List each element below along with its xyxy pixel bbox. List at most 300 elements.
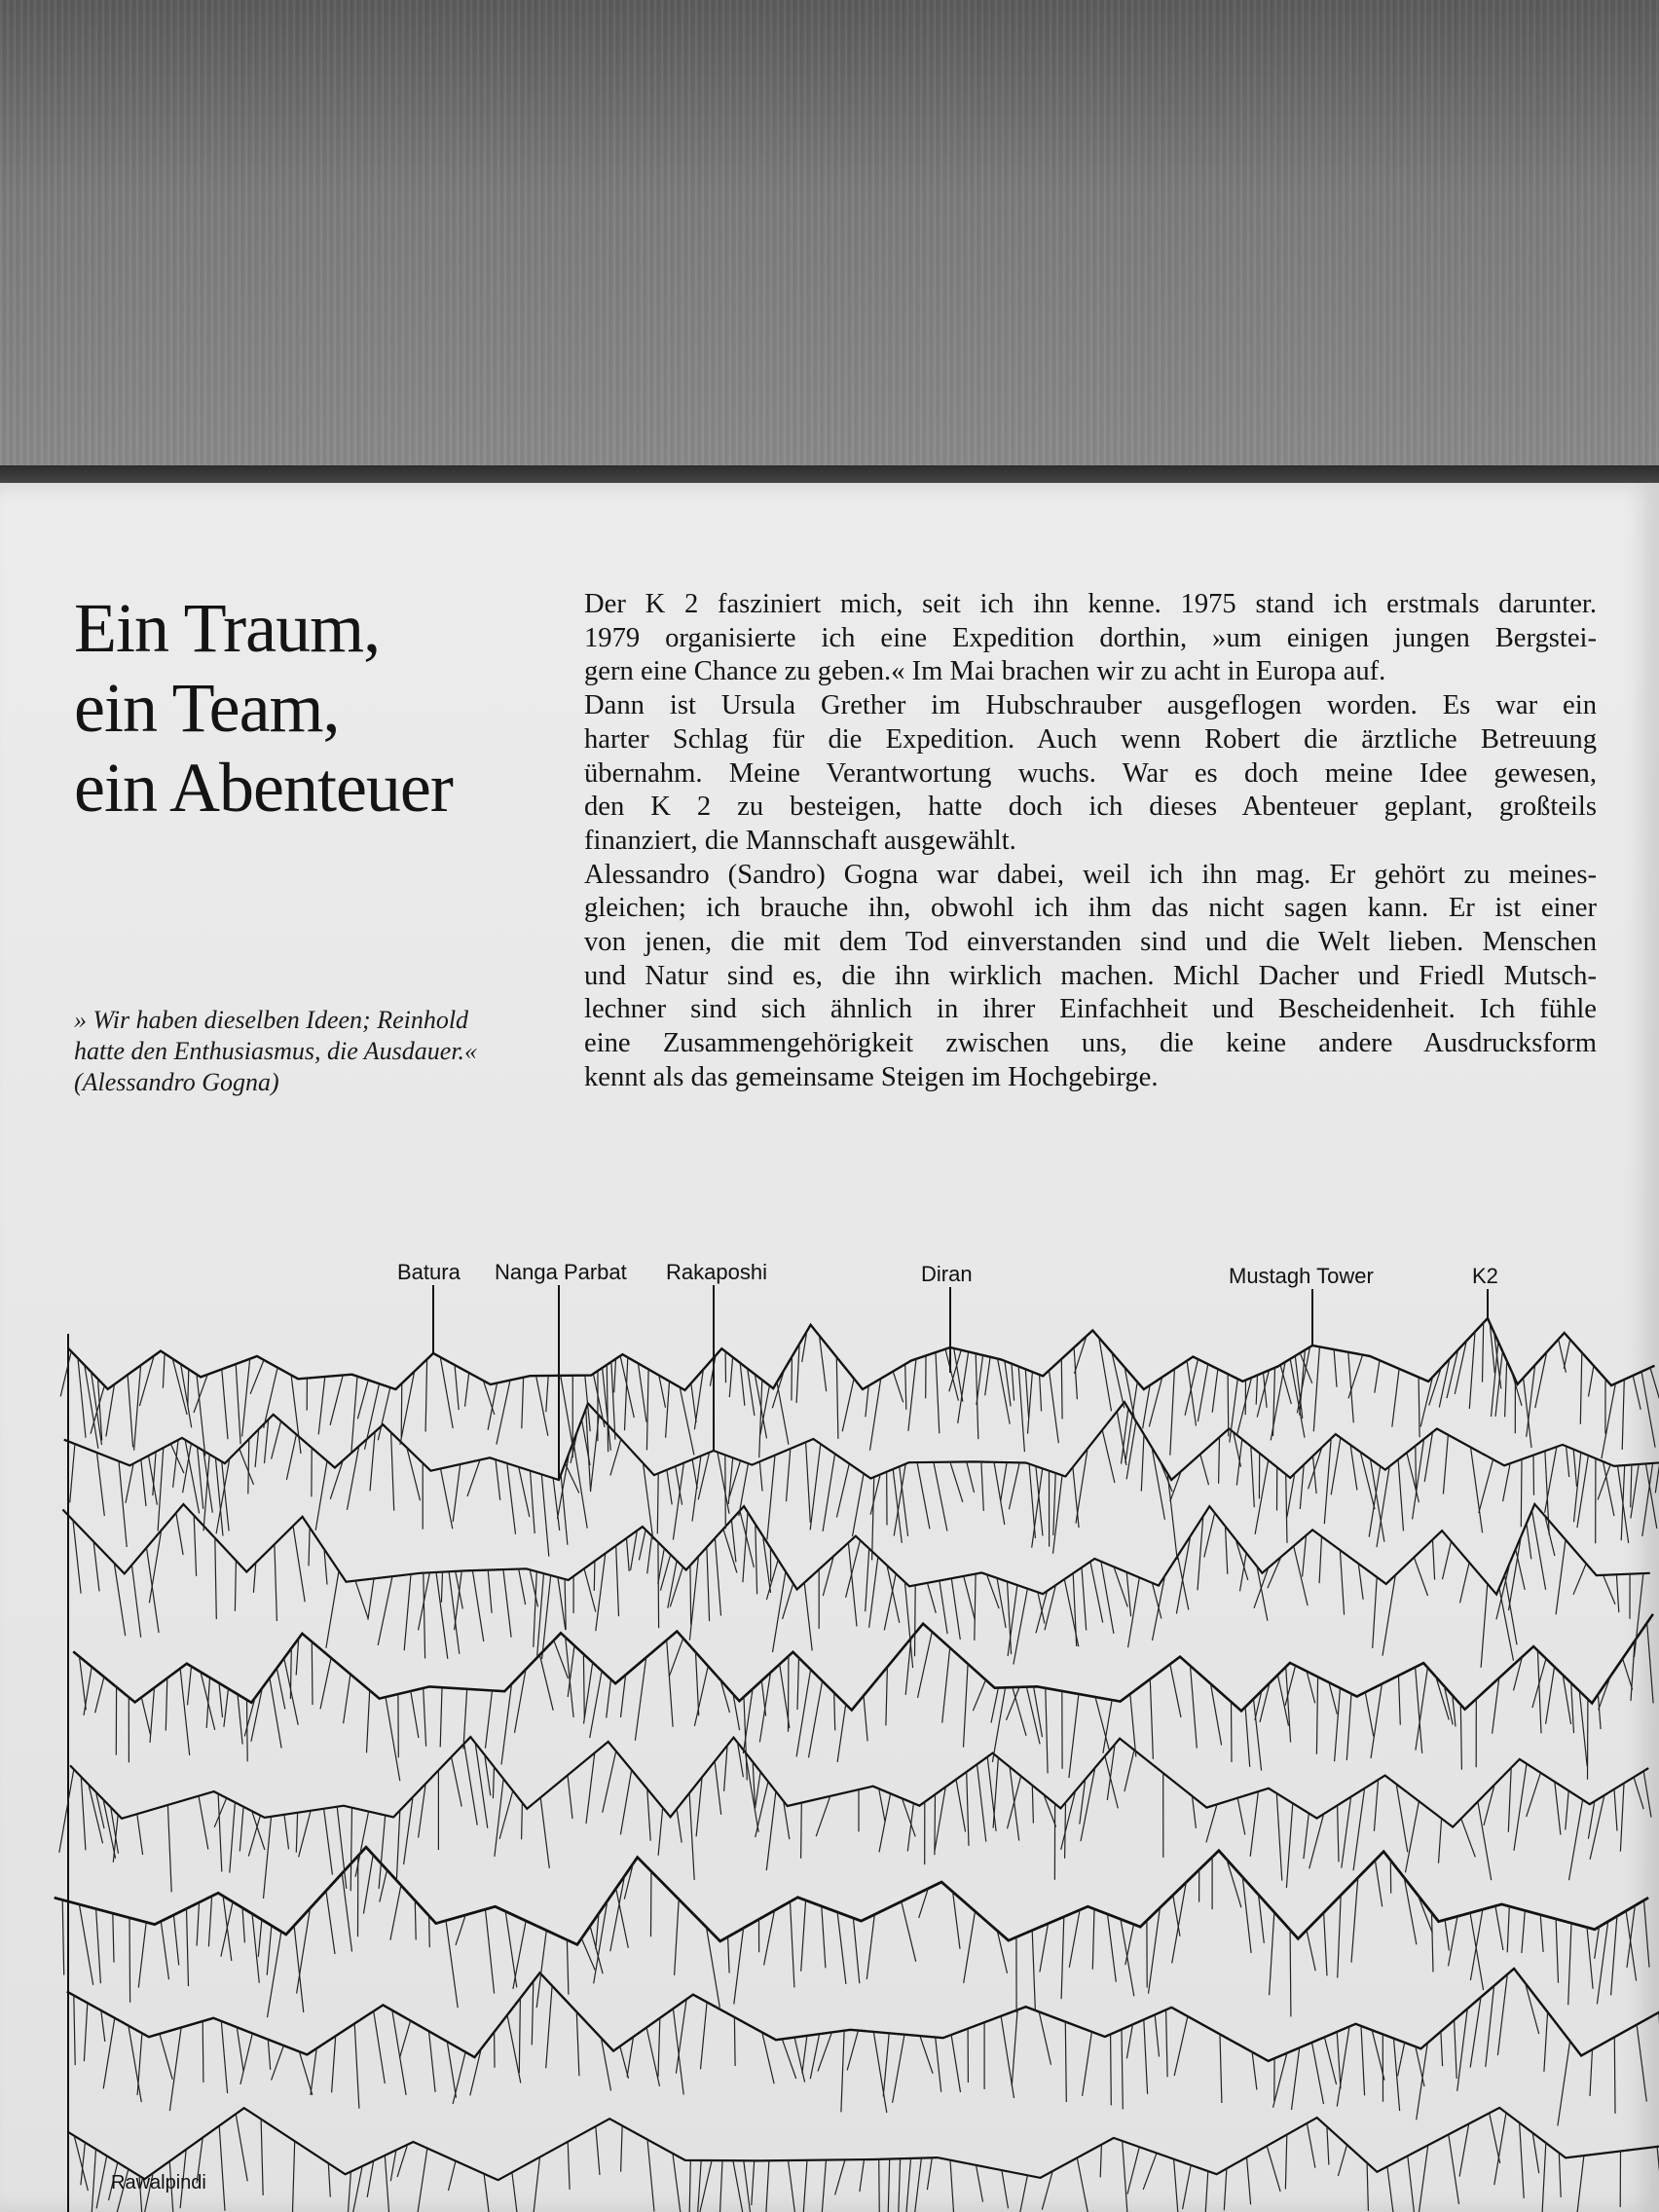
hatch-stroke xyxy=(977,2165,983,2202)
hatch-stroke xyxy=(659,1376,666,1408)
hatch-stroke xyxy=(1521,1459,1522,1527)
hatch-stroke xyxy=(1399,1676,1401,1725)
hatch-stroke xyxy=(318,1377,325,1434)
hatch-stroke xyxy=(1065,2022,1066,2102)
hatch-stroke xyxy=(512,2172,520,2212)
hatch-stroke xyxy=(1126,2024,1132,2058)
hatch-stroke xyxy=(740,1363,745,1406)
hatch-stroke xyxy=(347,2172,350,2212)
hatch-stroke xyxy=(1039,2011,1051,2064)
hatch-stroke xyxy=(1090,1562,1103,1623)
hatch-stroke xyxy=(74,1996,75,2066)
hatch-stroke xyxy=(883,2033,889,2096)
hatch-stroke xyxy=(1338,2145,1346,2176)
quote-line-1: » Wir haben dieselben Ideen; Reinhold xyxy=(74,1006,469,1034)
hatch-stroke xyxy=(1017,2175,1028,2212)
hatch-stroke xyxy=(666,1382,670,1438)
hatch-stroke xyxy=(424,1573,425,1659)
hatch-stroke xyxy=(391,1432,394,1510)
hatch-stroke xyxy=(1219,1437,1220,1484)
hatch-stroke xyxy=(219,2125,225,2210)
hatch-stroke xyxy=(1126,1421,1136,1479)
hatch-stroke xyxy=(1300,1465,1304,1509)
hatch-stroke xyxy=(842,1379,854,1431)
ridge-line xyxy=(67,1969,1659,2061)
hatch-stroke xyxy=(1237,1378,1252,1435)
hatch-stroke xyxy=(1416,1668,1428,1751)
hatch-stroke xyxy=(1460,1563,1470,1604)
hatch-stroke xyxy=(446,1921,458,2009)
hatch-stroke xyxy=(1637,2025,1646,2102)
hatch-stroke xyxy=(206,1677,209,1728)
hatch-stroke xyxy=(222,1369,228,1439)
hatch-stroke xyxy=(96,2156,107,2208)
hatch-stroke xyxy=(1382,1575,1395,1656)
hatch-stroke xyxy=(767,1456,775,1540)
hatch-stroke xyxy=(293,2141,295,2212)
hatch-stroke xyxy=(964,1664,969,1748)
hatch-stroke xyxy=(902,1901,916,1962)
hatch-stroke xyxy=(1567,1446,1569,1477)
hatch-stroke xyxy=(1367,2163,1368,2211)
hatch-stroke xyxy=(701,2003,708,2070)
hatch-stroke xyxy=(131,1565,140,1637)
hatch-stroke xyxy=(1542,2143,1546,2212)
hatch-stroke xyxy=(417,2149,427,2212)
heading-line-2: ein Team, xyxy=(74,669,340,747)
hatch-stroke xyxy=(311,2048,316,2095)
hatch-stroke xyxy=(1174,2016,1188,2076)
hatch-stroke xyxy=(221,2021,227,2093)
hatch-stroke xyxy=(1424,1432,1432,1482)
hatch-stroke xyxy=(1280,1365,1291,1404)
hatch-stroke xyxy=(374,2011,386,2083)
hatch-stroke xyxy=(534,1571,537,1647)
hatch-stroke xyxy=(265,1419,269,1463)
hatch-stroke xyxy=(169,2028,181,2112)
hatch-stroke xyxy=(729,1357,732,1397)
hatch-stroke xyxy=(1127,2147,1139,2194)
hatch-stroke xyxy=(967,1772,969,1846)
hatch-stroke xyxy=(748,1369,755,1416)
hatch-stroke xyxy=(113,1815,118,1862)
hatch-stroke xyxy=(176,1513,183,1555)
hatch-stroke xyxy=(163,1353,165,1387)
hatch-stroke xyxy=(404,1574,411,1650)
hatch-stroke xyxy=(1353,1788,1365,1870)
hatch-stroke xyxy=(272,2046,284,2081)
hatch-stroke xyxy=(964,1911,976,1983)
hatch-stroke xyxy=(1373,1577,1378,1648)
hatch-stroke xyxy=(385,2156,389,2212)
hatch-stroke xyxy=(657,1473,658,1533)
hatch-stroke xyxy=(625,1357,628,1430)
hatch-stroke xyxy=(1598,1464,1610,1499)
hatch-stroke xyxy=(733,2160,745,2212)
hatch-stroke xyxy=(940,1581,947,1635)
hatch-stroke xyxy=(1407,1453,1419,1502)
hatch-stroke xyxy=(188,1369,189,1406)
hatch-stroke xyxy=(1257,1370,1269,1417)
hatch-stroke xyxy=(268,2040,270,2070)
hatch-stroke xyxy=(357,1380,368,1419)
hatch-stroke xyxy=(1212,1369,1218,1413)
hatch-stroke xyxy=(994,1462,1005,1525)
hatch-stroke xyxy=(1255,1460,1269,1534)
mountain-panorama-illustration xyxy=(0,1236,1659,2212)
hatch-stroke xyxy=(95,1677,104,1713)
hatch-stroke xyxy=(1559,1340,1567,1373)
hatch-stroke xyxy=(309,1528,310,1566)
hatch-stroke xyxy=(424,1688,426,1747)
hatch-stroke xyxy=(853,1918,859,1983)
hatch-stroke xyxy=(898,2158,901,2212)
hatch-stroke xyxy=(866,1914,874,1979)
hatch-stroke xyxy=(1124,1367,1135,1422)
hatch-stroke xyxy=(561,1474,568,1544)
hatch-stroke xyxy=(1631,1641,1635,1701)
hatch-stroke xyxy=(610,1439,621,1475)
hatch-stroke xyxy=(1276,1793,1282,1881)
hatch-stroke xyxy=(791,1901,794,1987)
hatch-stroke xyxy=(766,1791,776,1870)
hatch-stroke xyxy=(1237,1798,1245,1835)
label-rakaposhi: Rakaposhi xyxy=(666,1260,767,1284)
hatch-stroke xyxy=(315,1461,327,1530)
hatch-stroke xyxy=(690,1566,691,1625)
hatch-stroke xyxy=(449,2161,457,2191)
hatch-stroke xyxy=(1478,1802,1492,1881)
hatch-stroke xyxy=(1418,1896,1432,1934)
hatch-stroke xyxy=(1324,1439,1331,1525)
hatch-stroke xyxy=(836,1463,849,1517)
hatch-stroke xyxy=(392,2010,406,2095)
hatch-stroke xyxy=(782,2039,795,2079)
hatch-stroke xyxy=(870,1379,881,1451)
hatch-stroke xyxy=(493,1767,494,1798)
hatch-stroke xyxy=(238,1694,242,1744)
hatch-stroke xyxy=(429,2031,436,2092)
hatch-stroke xyxy=(464,1744,478,1825)
hatch-stroke xyxy=(1445,1920,1449,1951)
hatch-stroke xyxy=(97,1453,105,1516)
hatch-stroke xyxy=(496,1459,500,1500)
hatch-stroke xyxy=(997,1578,1006,1628)
hatch-stroke xyxy=(1449,1916,1458,1966)
hatch-stroke xyxy=(1292,2047,1300,2110)
hatch-stroke xyxy=(1012,2009,1017,2085)
hatch-stroke xyxy=(1170,1664,1181,1717)
hatch-stroke xyxy=(1095,1697,1109,1750)
hatch-stroke xyxy=(240,1449,254,1485)
heading-line-3: ein Abenteuer xyxy=(74,749,453,827)
hatch-stroke xyxy=(1143,1385,1151,1429)
hatch-stroke xyxy=(627,2037,633,2077)
hatch-stroke xyxy=(1546,1667,1555,1724)
hatch-stroke xyxy=(1342,1797,1351,1868)
hatch-stroke xyxy=(194,1375,207,1413)
hatch-stroke xyxy=(242,1359,250,1437)
hatch-stroke xyxy=(365,1383,380,1449)
hatch-stroke xyxy=(743,1512,748,1582)
hatch-stroke xyxy=(103,1799,116,1858)
hatch-stroke xyxy=(1520,2122,1525,2198)
hatch-stroke xyxy=(1040,1924,1049,1972)
hatch-stroke xyxy=(1595,1927,1600,1959)
hatch-stroke xyxy=(93,1541,99,1591)
hatch-stroke xyxy=(173,1440,179,1488)
hatch-stroke xyxy=(149,1456,158,1504)
hatch-stroke xyxy=(1375,1861,1382,1907)
hatch-stroke xyxy=(1191,1666,1198,1749)
hatch-stroke xyxy=(673,2009,683,2094)
hatch-stroke xyxy=(1408,2156,1415,2212)
hatch-stroke xyxy=(893,1372,903,1403)
hatch-stroke xyxy=(320,1658,331,1710)
hatch-stroke xyxy=(1026,1687,1040,1745)
hatch-stroke xyxy=(355,1581,368,1619)
hatch-stroke xyxy=(787,1449,791,1501)
hatch-stroke xyxy=(1122,2030,1123,2110)
hatch-stroke xyxy=(658,1542,659,1628)
hatch-stroke xyxy=(429,1916,430,1948)
hatch-stroke xyxy=(1507,1906,1509,1952)
hatch-stroke xyxy=(794,2038,805,2083)
hatch-stroke xyxy=(696,1777,702,1836)
hatch-stroke xyxy=(596,2126,600,2175)
hatch-stroke xyxy=(928,1583,937,1613)
hatch-stroke xyxy=(1025,1369,1028,1418)
hatch-stroke xyxy=(1294,1546,1308,1605)
hatch-stroke xyxy=(92,2149,95,2212)
hatch-stroke xyxy=(284,1815,289,1849)
hatch-stroke xyxy=(676,2000,686,2074)
hatch-stroke xyxy=(407,1448,421,1500)
hatch-stroke xyxy=(390,2150,396,2181)
hatch-stroke xyxy=(1285,2135,1286,2190)
hatch-stroke xyxy=(1573,1564,1586,1595)
hatch-stroke xyxy=(796,1344,799,1403)
hatch-stroke xyxy=(1420,1377,1432,1426)
hatch-stroke xyxy=(173,1915,178,1966)
hatch-stroke xyxy=(1527,1524,1531,1560)
hatch-stroke xyxy=(998,1359,1011,1424)
hatch-stroke xyxy=(1483,1323,1484,1382)
hatch-stroke xyxy=(639,1530,645,1560)
hatch-stroke xyxy=(764,1910,775,1965)
hatch-stroke xyxy=(250,1360,264,1394)
hatch-stroke xyxy=(294,1926,304,2012)
hatch-stroke xyxy=(1105,1756,1118,1809)
hatch-stroke xyxy=(350,2166,362,2212)
hatch-stroke xyxy=(455,1365,459,1410)
hatch-stroke xyxy=(1457,2009,1468,2091)
hatch-stroke xyxy=(607,1365,608,1452)
hatch-stroke xyxy=(137,2033,142,2095)
hatch-stroke xyxy=(1286,1803,1292,1888)
hatch-stroke xyxy=(756,1782,768,1837)
hatch-stroke xyxy=(1470,1997,1481,2067)
hatch-stroke xyxy=(539,1655,553,1711)
hatch-stroke xyxy=(519,1569,526,1605)
hatch-stroke xyxy=(1439,1819,1442,1863)
hatch-stroke xyxy=(810,2034,819,2079)
hatch-stroke xyxy=(1634,1777,1643,1809)
hatch-stroke xyxy=(126,1463,133,1503)
hatch-stroke xyxy=(603,1751,616,1813)
hatch-stroke xyxy=(119,1461,127,1547)
hatch-stroke xyxy=(964,1576,976,1620)
hatch-stroke xyxy=(379,1816,386,1889)
hatch-stroke xyxy=(141,1697,150,1734)
hatch-stroke xyxy=(522,1378,524,1429)
hatch-stroke xyxy=(697,2160,701,2212)
hatch-stroke xyxy=(1061,1917,1064,2000)
hatch-stroke xyxy=(1537,1650,1541,1733)
hatch-stroke xyxy=(1251,1446,1255,1507)
hatch-stroke xyxy=(614,1359,616,1393)
quote-line-2: hatte den Enthusiasmus, die Ausdauer.« xyxy=(74,1037,478,1065)
hatch-stroke xyxy=(103,2018,115,2089)
hatch-stroke xyxy=(756,1772,761,1809)
hatch-stroke xyxy=(507,1463,516,1534)
hatch-stroke xyxy=(953,1892,960,1949)
hatch-stroke xyxy=(247,1700,248,1761)
hatch-stroke xyxy=(258,1920,262,1957)
hatch-stroke xyxy=(197,1902,199,1946)
hatch-stroke xyxy=(1351,1878,1358,1963)
hatch-stroke xyxy=(1641,1372,1655,1448)
hatch-stroke xyxy=(522,1803,523,1840)
hatch-stroke xyxy=(864,1696,867,1742)
hatch-stroke xyxy=(1185,1359,1198,1416)
hatch-stroke xyxy=(1569,1800,1583,1881)
hatch-stroke xyxy=(802,2036,807,2074)
hatch-stroke xyxy=(1471,1447,1483,1532)
hatch-stroke xyxy=(161,1921,168,1979)
hatch-stroke xyxy=(596,1554,606,1632)
hatch-stroke xyxy=(1590,2049,1593,2096)
body-line-9: Alessandro (Sandro) Gogna war dabei, weil ich ihn mag. Er gehört zu meines- xyxy=(584,859,1597,890)
hatch-stroke xyxy=(879,2159,880,2212)
hatch-stroke xyxy=(531,1471,535,1534)
hatch-stroke xyxy=(441,1572,442,1603)
hatch-stroke xyxy=(568,1775,572,1819)
hatch-stroke xyxy=(1398,2043,1405,2076)
hatch-stroke xyxy=(326,1891,335,1954)
body-line-14: eine Zusammengehörigkeit zwischen uns, die keine andere Ausdrucksform xyxy=(584,1028,1597,1059)
hatch-stroke xyxy=(221,1901,233,1956)
hatch-stroke xyxy=(677,1809,682,1843)
hatch-stroke xyxy=(1183,2165,1192,2209)
hatch-stroke xyxy=(1038,1592,1045,1623)
hatch-stroke xyxy=(399,2021,410,2059)
hatch-stroke xyxy=(299,2051,312,2095)
hatch-stroke xyxy=(823,1454,835,1531)
hatch-stroke xyxy=(1303,1535,1307,1577)
hatch-stroke xyxy=(762,2033,774,2084)
hatch-stroke xyxy=(1375,1360,1380,1393)
hatch-stroke xyxy=(1611,1916,1617,1995)
hatch-stroke xyxy=(756,1524,757,1594)
hatch-stroke xyxy=(627,1538,630,1571)
hatch-stroke xyxy=(1040,1375,1042,1412)
hatch-stroke xyxy=(1614,2037,1615,2114)
hatch-stroke xyxy=(425,1359,427,1431)
hatch-stroke xyxy=(631,1530,638,1570)
ridge-line xyxy=(68,1318,1655,1390)
hatch-stroke xyxy=(324,1809,333,1875)
hatch-stroke xyxy=(1053,1473,1055,1535)
hatch-stroke xyxy=(378,1576,392,1645)
hatch-stroke xyxy=(993,1757,998,1827)
hatch-stroke xyxy=(1439,1359,1450,1408)
hatch-stroke xyxy=(1516,1549,1526,1590)
hatch-stroke xyxy=(368,1578,374,1619)
hatch-stroke xyxy=(1124,1751,1134,1792)
hatch-stroke xyxy=(1532,2133,1539,2174)
hatch-stroke xyxy=(956,1780,966,1832)
label-nanga-parbat: Nanga Parbat xyxy=(495,1260,627,1284)
label-mustagh-tower: Mustagh Tower xyxy=(1229,1264,1374,1288)
hatch-stroke xyxy=(1034,1686,1043,1737)
hatch-stroke xyxy=(905,1364,906,1410)
hatch-stroke xyxy=(326,1571,339,1648)
hatch-stroke xyxy=(453,1464,461,1522)
hatch-stroke xyxy=(777,1382,789,1445)
hatch-stroke xyxy=(1313,1346,1319,1431)
hatch-stroke xyxy=(1220,2034,1222,2103)
hatch-stroke xyxy=(1270,1912,1274,1995)
hatch-stroke xyxy=(255,1429,259,1467)
hatch-stroke xyxy=(252,1914,259,1983)
hatch-stroke xyxy=(936,1352,940,1433)
hatch-stroke xyxy=(1622,1380,1624,1450)
hatch-stroke xyxy=(841,2031,844,2113)
hatch-stroke xyxy=(1073,1573,1077,1646)
hatch-stroke xyxy=(913,2158,922,2212)
hatch-stroke xyxy=(1626,1911,1637,1981)
hatch-stroke xyxy=(197,1375,205,1456)
hatch-stroke xyxy=(1558,2042,1570,2126)
hatch-stroke xyxy=(724,1746,728,1791)
hatch-stroke xyxy=(532,1981,534,2045)
hatch-stroke xyxy=(1286,1667,1291,1743)
hatch-stroke xyxy=(1204,1513,1215,1558)
hatch-stroke xyxy=(344,1675,350,1724)
hatch-stroke xyxy=(1490,2113,1500,2163)
quote-attribution: (Alessandro Gogna) xyxy=(74,1068,279,1096)
hatch-stroke xyxy=(96,1909,101,1984)
hatch-stroke xyxy=(440,1357,453,1428)
hatch-stroke xyxy=(1361,2026,1365,2095)
hatch-stroke xyxy=(1414,1558,1427,1596)
hatch-stroke xyxy=(675,1899,680,1975)
hatch-stroke xyxy=(673,1463,683,1540)
hatch-stroke xyxy=(567,1940,569,1995)
hatch-stroke xyxy=(951,2035,960,2092)
hatch-stroke xyxy=(1533,1456,1534,1495)
hatch-stroke xyxy=(1340,1550,1344,1614)
hatch-stroke xyxy=(673,2154,683,2212)
hatch-stroke xyxy=(1307,2123,1315,2168)
hatch-stroke xyxy=(553,1478,560,1530)
hatch-stroke xyxy=(696,1652,699,1715)
hatch-stroke xyxy=(1307,1930,1315,1971)
hatch-stroke xyxy=(621,1675,626,1717)
hatch-stroke xyxy=(561,1376,572,1444)
hatch-stroke xyxy=(872,1477,874,1560)
